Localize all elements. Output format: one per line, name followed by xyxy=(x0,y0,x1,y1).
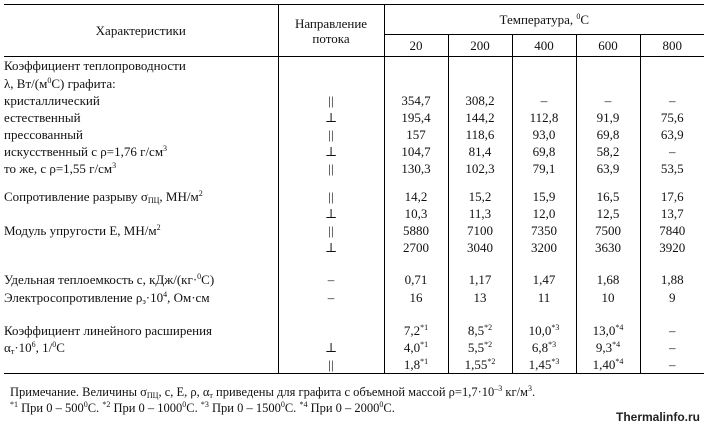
table-cell: 3630 xyxy=(576,239,640,256)
table-cell: 12,0 xyxy=(512,205,576,222)
table-row xyxy=(4,109,704,126)
table-cell: 63,9 xyxy=(576,160,640,177)
modulus-label xyxy=(4,222,278,239)
table-row xyxy=(4,205,704,222)
table-note xyxy=(10,384,535,416)
table-row xyxy=(4,289,704,307)
table-cell xyxy=(576,356,640,374)
table-cell xyxy=(512,356,576,374)
table-row xyxy=(4,222,704,239)
row-label-text: искусственный с ρ=1,76 г/см xyxy=(4,143,164,159)
cell-value: 6,8 xyxy=(531,339,549,355)
row-label: естественный xyxy=(4,109,81,125)
table-cell xyxy=(448,356,512,374)
table-cell: 195,4 xyxy=(384,109,448,126)
direction-value: ⊥ xyxy=(278,239,384,256)
table-cell: 93,0 xyxy=(512,126,576,143)
footnote-mark: *3 xyxy=(551,356,560,366)
table-cell: 63,9 xyxy=(640,126,704,143)
header-temperature xyxy=(384,5,704,35)
row-label-sup: 3 xyxy=(112,160,117,170)
header-direction-line1: Направление xyxy=(294,15,368,31)
footnote xyxy=(10,401,99,415)
table-cell: 58,2 xyxy=(576,143,640,160)
note-text: приведены для графита с объемной массой ρ=1,7·10 xyxy=(212,385,495,399)
table-cell: 13,7 xyxy=(640,205,704,222)
table-cell: 2700 xyxy=(384,239,448,256)
table-cell: 7100 xyxy=(448,222,512,239)
table-cell: 1,68 xyxy=(576,271,640,289)
properties-table xyxy=(4,4,704,374)
row-label xyxy=(4,143,278,160)
table-cell: 14,2 xyxy=(384,188,448,205)
footnote-mark: *4 xyxy=(612,339,621,349)
footnote xyxy=(201,401,296,415)
temp-col: 800 xyxy=(640,35,704,57)
resistivity-label-sup: 4 xyxy=(163,290,168,299)
footnote-unit: С. xyxy=(284,401,297,415)
table-row xyxy=(4,188,704,205)
footnote-unit: С. xyxy=(383,401,395,415)
footnote-mark: *3 xyxy=(551,322,560,332)
temp-col: 20 xyxy=(384,35,448,57)
note-sub: т xyxy=(209,391,213,400)
direction-value: ⊥ xyxy=(278,339,384,356)
direction-value: || xyxy=(278,356,384,374)
table-cell: 130,3 xyxy=(384,160,448,177)
footnote xyxy=(299,401,394,415)
table-cell: 75,6 xyxy=(640,109,704,126)
cell-value: 7,2 xyxy=(403,322,421,338)
footnote-mark: *3 xyxy=(548,339,557,349)
resistivity-label-sub: э xyxy=(142,297,146,306)
expansion-unit-d: С xyxy=(56,339,65,355)
row-label-sup: 3 xyxy=(163,143,168,153)
table-cell: – xyxy=(640,92,704,109)
table-cell: 308,2 xyxy=(448,92,512,109)
table-cell: 16 xyxy=(384,289,448,307)
expansion-unit-sup: 6 xyxy=(31,339,36,349)
note-sub: ПЦ xyxy=(146,391,159,400)
strength-label-b: , МН/м xyxy=(159,188,199,204)
strength-label-sup: 2 xyxy=(198,188,203,198)
cell-value: 9,3 xyxy=(595,339,613,355)
direction-value: || xyxy=(278,222,384,239)
cell-value: 1,45 xyxy=(528,356,552,372)
footnote-sup: 0 xyxy=(182,400,187,409)
row-label xyxy=(4,160,278,177)
footnote-mark: *2 xyxy=(487,356,496,366)
footnote-sup: 0 xyxy=(379,400,384,409)
footnote-unit: С. xyxy=(186,401,198,415)
heat-capacity-label-sup: 0 xyxy=(197,272,202,281)
table-cell: 104,7 xyxy=(384,143,448,160)
table-cell: 102,3 xyxy=(448,160,512,177)
footnote-mark: *3 xyxy=(200,400,209,409)
table-cell: 69,8 xyxy=(576,126,640,143)
cell-value: 13,0 xyxy=(592,322,616,338)
direction-value: || xyxy=(278,188,384,205)
table-row xyxy=(4,239,704,256)
header-temperature-unit: С xyxy=(580,12,590,27)
direction-value: ⊥ xyxy=(278,109,384,126)
table-cell: – xyxy=(640,322,704,339)
footnote-mark: *4 xyxy=(615,322,624,332)
heat-capacity-label-a: Удельная теплоемкость с, кДж/(кг· xyxy=(4,272,198,287)
note-sup: 3 xyxy=(527,384,532,393)
strength-label-a: Сопротивление разрыву σ xyxy=(4,188,148,204)
table-cell: 81,4 xyxy=(448,143,512,160)
table-cell: 1,47 xyxy=(512,271,576,289)
table-cell: 1,88 xyxy=(640,271,704,289)
header-temperature-label: Температура, xyxy=(499,12,577,27)
row-label-text: то же, с ρ=1,55 г/см xyxy=(4,160,113,176)
heat-capacity-label xyxy=(4,271,278,289)
heat-capacity-label-b: С) xyxy=(201,272,215,287)
table-cell xyxy=(576,322,640,339)
table-cell xyxy=(448,339,512,356)
note-text: . xyxy=(531,385,536,399)
table-cell: 10,3 xyxy=(384,205,448,222)
header-characteristics: Характеристики xyxy=(4,5,278,57)
note-sup: –3 xyxy=(494,384,503,393)
table-cell: 157 xyxy=(384,126,448,143)
table-cell: 16,5 xyxy=(576,188,640,205)
table-cell: – xyxy=(576,92,640,109)
footnote-text: При 0 – 500 xyxy=(18,401,84,415)
table-row xyxy=(4,126,704,143)
table-cell: 13 xyxy=(448,289,512,307)
footnote-mark: *2 xyxy=(102,400,111,409)
table-cell xyxy=(384,322,448,339)
table-cell xyxy=(576,339,640,356)
table-cell: – xyxy=(640,339,704,356)
note-text: , с, Е, ρ, α xyxy=(158,385,210,399)
footnote-mark: *1 xyxy=(420,339,429,349)
table-row xyxy=(4,143,704,160)
expansion-unit-b: ·10 xyxy=(14,339,32,355)
expansion-title: Коэффициент линейного расширения xyxy=(4,322,212,338)
footnote xyxy=(102,401,197,415)
table-cell: 17,6 xyxy=(640,188,704,205)
row-label: прессованный xyxy=(4,126,83,142)
footnote-mark: *1 xyxy=(10,400,18,409)
strength-label-sub: ПЦ xyxy=(147,195,160,205)
footnote-sup: 0 xyxy=(83,400,88,409)
table-cell xyxy=(448,322,512,339)
cell-value: 1,55 xyxy=(464,356,488,372)
footnote-mark: *2 xyxy=(484,339,493,349)
table-cell xyxy=(512,339,576,356)
table-cell: – xyxy=(640,356,704,374)
table-cell: 69,8 xyxy=(512,143,576,160)
expansion-unit-a: α xyxy=(4,339,11,355)
strength-label xyxy=(4,188,278,205)
direction-value: || xyxy=(278,126,384,143)
direction-value xyxy=(278,322,384,339)
row-label: кристаллический xyxy=(4,92,100,108)
table-cell: 9 xyxy=(640,289,704,307)
note-text: кг/м xyxy=(502,385,528,399)
table-cell xyxy=(384,356,448,374)
resistivity-label-a: Электросопротивление ρ xyxy=(4,290,143,305)
header-direction xyxy=(278,5,384,57)
header-direction-line2: потока xyxy=(312,30,350,46)
table-cell: 7350 xyxy=(512,222,576,239)
table-cell: 5880 xyxy=(384,222,448,239)
thermal-unit-a: λ, Вт/(м xyxy=(4,75,48,91)
cell-value: 5,5 xyxy=(467,339,485,355)
modulus-label-sup: 2 xyxy=(156,222,161,232)
expansion-unit-sub: т xyxy=(10,346,15,356)
table-cell xyxy=(384,339,448,356)
footnote-mark: *2 xyxy=(484,322,493,332)
modulus-label-a: Модуль упругости Е, МН/м xyxy=(4,222,157,238)
footnote-text: При 0 – 1000 xyxy=(110,401,183,415)
resistivity-label-c: , Ом·см xyxy=(167,290,210,305)
table-cell: 3200 xyxy=(512,239,576,256)
direction-value: – xyxy=(278,289,384,307)
table-cell: 1,17 xyxy=(448,271,512,289)
temp-col: 400 xyxy=(512,35,576,57)
cell-value: 4,0 xyxy=(403,339,421,355)
direction-value: || xyxy=(278,92,384,109)
table-cell: – xyxy=(512,92,576,109)
table-row xyxy=(4,160,704,177)
table-cell: 11,3 xyxy=(448,205,512,222)
footnote-mark: *1 xyxy=(420,322,429,332)
temp-col: 200 xyxy=(448,35,512,57)
thermal-unit xyxy=(4,75,278,92)
table-cell: 7500 xyxy=(576,222,640,239)
direction-value: – xyxy=(278,271,384,289)
cell-value: 1,8 xyxy=(403,356,421,372)
table-cell: 53,5 xyxy=(640,160,704,177)
cell-value: 1,40 xyxy=(592,356,616,372)
thermal-unit-b: С) графита: xyxy=(51,75,116,91)
table-cell: 7840 xyxy=(640,222,704,239)
note-line-2 xyxy=(10,400,535,416)
table-row xyxy=(4,271,704,289)
expansion-unit-c: , 1/ xyxy=(35,339,53,355)
table-row xyxy=(4,339,704,356)
table-cell: 118,6 xyxy=(448,126,512,143)
cell-value: 8,5 xyxy=(467,322,485,338)
table-cell: 3040 xyxy=(448,239,512,256)
table-cell: 15,9 xyxy=(512,188,576,205)
cell-value: 10,0 xyxy=(528,322,552,338)
thermal-title: Коэффициент теплопроводности xyxy=(4,58,186,74)
table-cell: 10 xyxy=(576,289,640,307)
footnote-text: При 0 – 2000 xyxy=(307,401,380,415)
table-cell: 354,7 xyxy=(384,92,448,109)
direction-value: || xyxy=(278,160,384,177)
table-cell: 0,71 xyxy=(384,271,448,289)
header-temperature-sup: 0 xyxy=(576,12,581,21)
table-row xyxy=(4,92,704,109)
table-cell: 3920 xyxy=(640,239,704,256)
table-cell: 12,5 xyxy=(576,205,640,222)
expansion-unit xyxy=(4,339,278,356)
table-cell: 144,2 xyxy=(448,109,512,126)
footnote-mark: *4 xyxy=(615,356,624,366)
resistivity-label-b: ·10 xyxy=(145,290,164,305)
direction-value: ⊥ xyxy=(278,205,384,222)
footnote-unit: С. xyxy=(87,401,100,415)
table-row xyxy=(4,356,704,374)
note-text: Примечание. Величины σ xyxy=(10,385,147,399)
footnote-sup: 0 xyxy=(280,400,285,409)
footnote-text: При 0 – 1500 xyxy=(208,401,281,415)
note-line-1 xyxy=(10,384,535,400)
direction-value: ⊥ xyxy=(278,143,384,160)
watermark: Thermalinfo.ru xyxy=(615,410,700,424)
table-cell: 79,1 xyxy=(512,160,576,177)
thermal-unit-sup: 0 xyxy=(47,75,52,85)
footnote-mark: *4 xyxy=(299,400,308,409)
table-cell xyxy=(512,322,576,339)
expansion-unit-sup2: 0 xyxy=(52,339,57,349)
temp-col: 600 xyxy=(576,35,640,57)
table-row xyxy=(4,322,704,339)
table-cell: 112,8 xyxy=(512,109,576,126)
table-cell: 15,2 xyxy=(448,188,512,205)
table-cell: – xyxy=(640,143,704,160)
footnote-mark: *1 xyxy=(420,356,429,366)
resistivity-label xyxy=(4,289,278,307)
table-cell: 91,9 xyxy=(576,109,640,126)
table-cell: 11 xyxy=(512,289,576,307)
